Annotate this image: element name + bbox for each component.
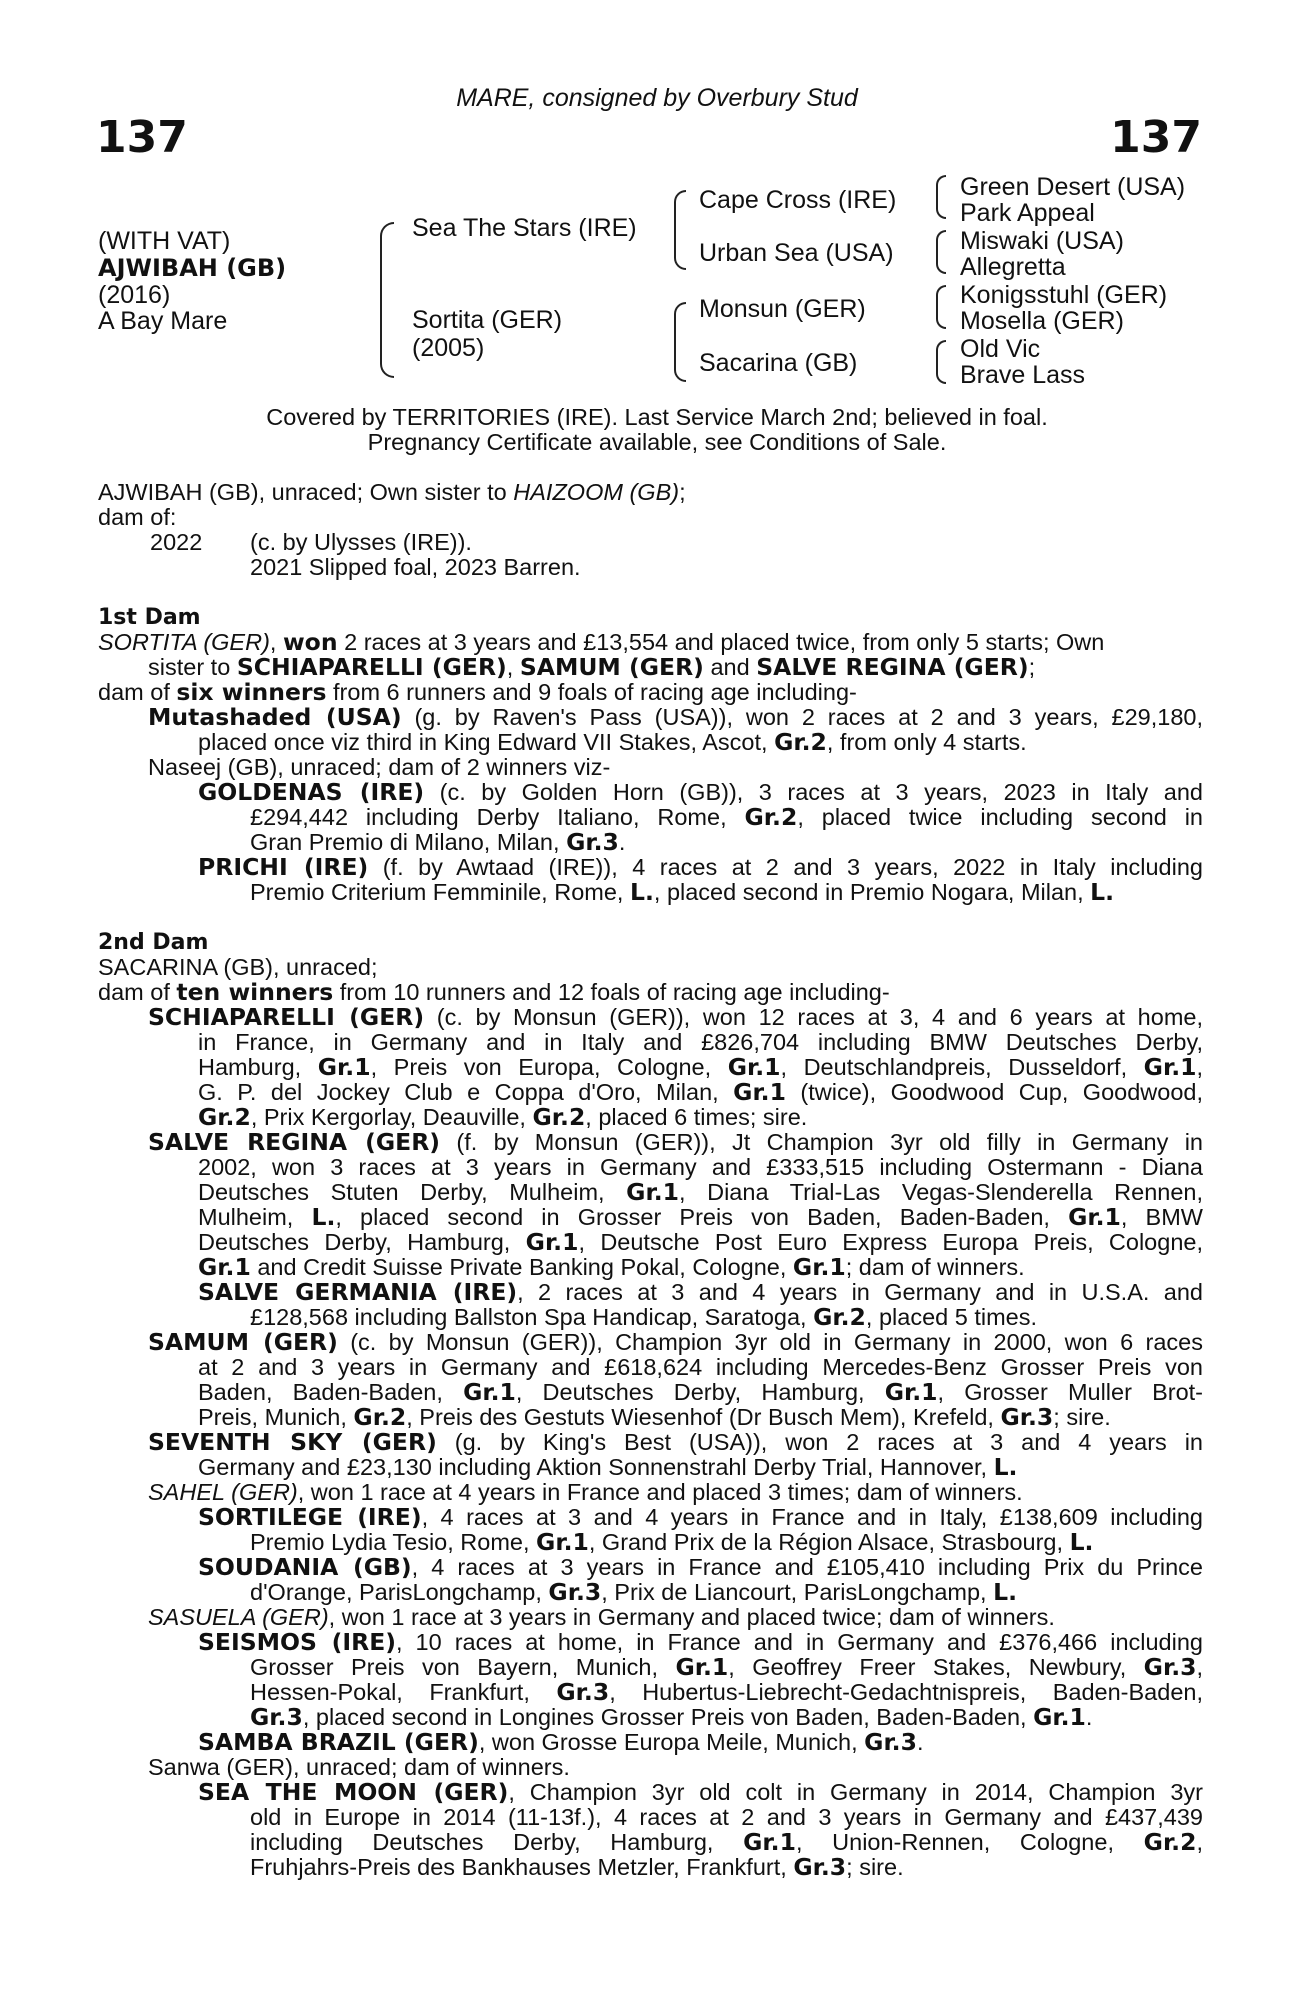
dam: Sortita (GER) (412, 306, 563, 334)
pedigree-brace-main (380, 222, 394, 378)
dam-year: (2005) (412, 334, 485, 362)
brace-gg4 (936, 340, 946, 384)
gg-7: Old Vic (960, 335, 1041, 363)
dam-dam: Sacarina (GB) (699, 349, 858, 377)
produce-intro: AJWIBAH (GB), unraced; Own sister to HAIZOOM (GB); (98, 479, 686, 505)
gg-8: Brave Lass (960, 361, 1086, 389)
lot-number-left: 137 (96, 112, 188, 163)
pedigree-brace-dam (674, 302, 686, 382)
covering-line-2: Pregnancy Certificate available, see Conditions of Sale. (367, 429, 947, 455)
brace-gg1 (936, 175, 946, 219)
first-dam-heading: 1st Dam (98, 605, 201, 630)
produce-note: 2021 Slipped foal, 2023 Barren. (250, 554, 581, 580)
horse-description: A Bay Mare (98, 307, 228, 335)
sire-sire: Cape Cross (IRE) (699, 186, 897, 214)
dam-sire: Monsun (GER) (699, 295, 866, 323)
gg-1: Green Desert (USA) (960, 173, 1186, 201)
consignor-line: MARE, consigned by Overbury Stud (456, 84, 858, 112)
sire: Sea The Stars (IRE) (412, 214, 637, 242)
produce-year: 2022 (150, 529, 203, 555)
vat-note: (WITH VAT) (98, 227, 231, 255)
brace-gg2 (936, 230, 946, 274)
gg-3: Miswaki (USA) (960, 227, 1124, 255)
produce-entry: (c. by Ulysses (IRE)). (250, 529, 472, 555)
produce-dam-of: dam of: (98, 504, 177, 530)
brace-gg3 (936, 285, 946, 329)
gg-4: Allegretta (960, 253, 1066, 281)
gg-6: Mosella (GER) (960, 307, 1124, 335)
gg-2: Park Appeal (960, 199, 1095, 227)
horse-year: (2016) (98, 281, 171, 309)
pedigree-brace-sire (674, 190, 686, 270)
lot-number-right: 137 (1110, 112, 1202, 163)
sire-dam: Urban Sea (USA) (699, 239, 894, 267)
gg-5: Konigsstuhl (GER) (960, 281, 1168, 309)
horse-name: AJWIBAH (GB) (98, 254, 287, 282)
second-dam-heading: 2nd Dam (98, 930, 209, 955)
covering-line-1: Covered by TERRITORIES (IRE). Last Service March 2nd; believed in foal. (266, 404, 1048, 430)
